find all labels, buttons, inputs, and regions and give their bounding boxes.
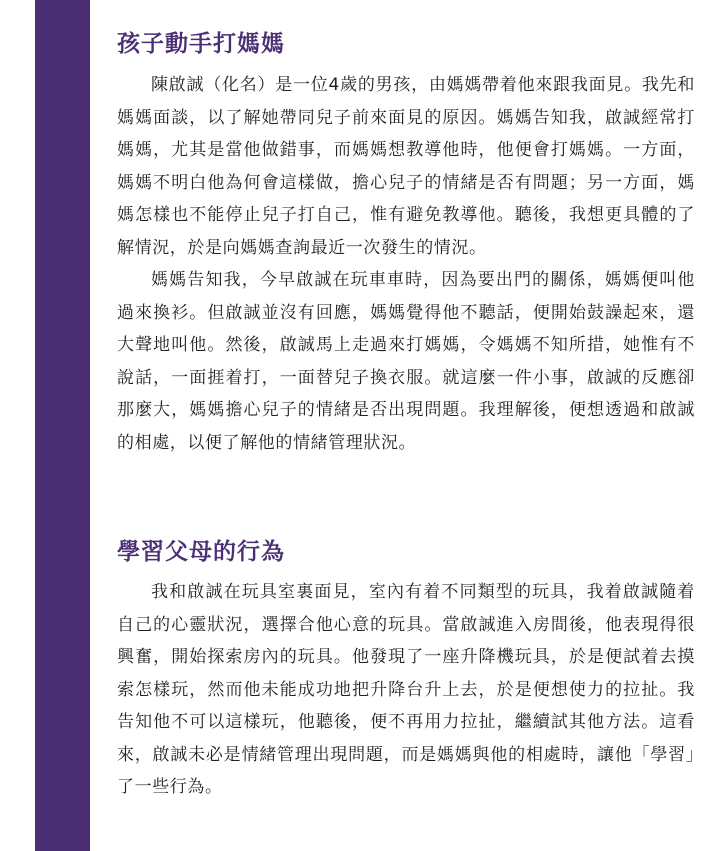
paragraph: 我和啟誠在玩具室裏面見，室內有着不同類型的玩具，我着啟誠隨着自己的心靈狀況，選擇合他心意的玩具。當啟誠進入房間後，他表現得很興奮，開始探索房內的玩具。他發現了一座升降機玩具，於是便試着去摸索怎樣玩，然而他未能成功地把升降台升上去，於是便想使力的拉扯。我告知他不可以這樣玩，他聽後，便不再用力拉扯，繼續試其他方法。這看來，啟誠未必是情緒管理出現問題，而是媽媽與他的相處時，讓他「學習」了一些行為。 bbox=[117, 582, 695, 797]
decorative-side-bar bbox=[35, 0, 90, 851]
paragraph: 媽媽告知我，今早啟誠在玩車車時，因為要出門的關係，媽媽便叫他過來換衫。但啟誠並沒有回應，媽媽覺得他不聽話，便開始鼓譟起來，還大聲地叫他。然後，啟誠馬上走過來打媽媽，令媽媽不知所措，她惟有不說話，一面捱着打，一面替兒子換衣服。就這麼一件小事，啟誠的反應卻那麼大，媽媽擔心兒子的情緒是否出現問題。我理解後，便想透過和啟誠的相處，以便了解他的情緒管理狀況。 bbox=[117, 270, 695, 453]
section-learning-parent-behavior bbox=[117, 538, 695, 804]
section-heading: 孩子動手打媽媽 bbox=[117, 31, 285, 57]
section-child-hits-mother bbox=[117, 30, 695, 459]
section-heading: 學習父母的行為 bbox=[117, 539, 285, 565]
paragraph: 陳啟誠（化名）是一位4歲的男孩，由媽媽帶着他來跟我面見。我先和媽媽面談，以了解她帶同兒子前來面見的原因。媽媽告知我，啟誠經常打媽媽，尤其是當他做錯事，而媽媽想教導他時，他便會打媽媽。一方面，媽媽不明白他為何會這樣做，擔心兒子的情緒是否有問題；另一方面，媽媽怎樣也不能停止兒子打自己，惟有避免教導他。聽後，我想更具體的了解情況，於是向媽媽查詢最近一次發生的情況。 bbox=[117, 75, 695, 258]
